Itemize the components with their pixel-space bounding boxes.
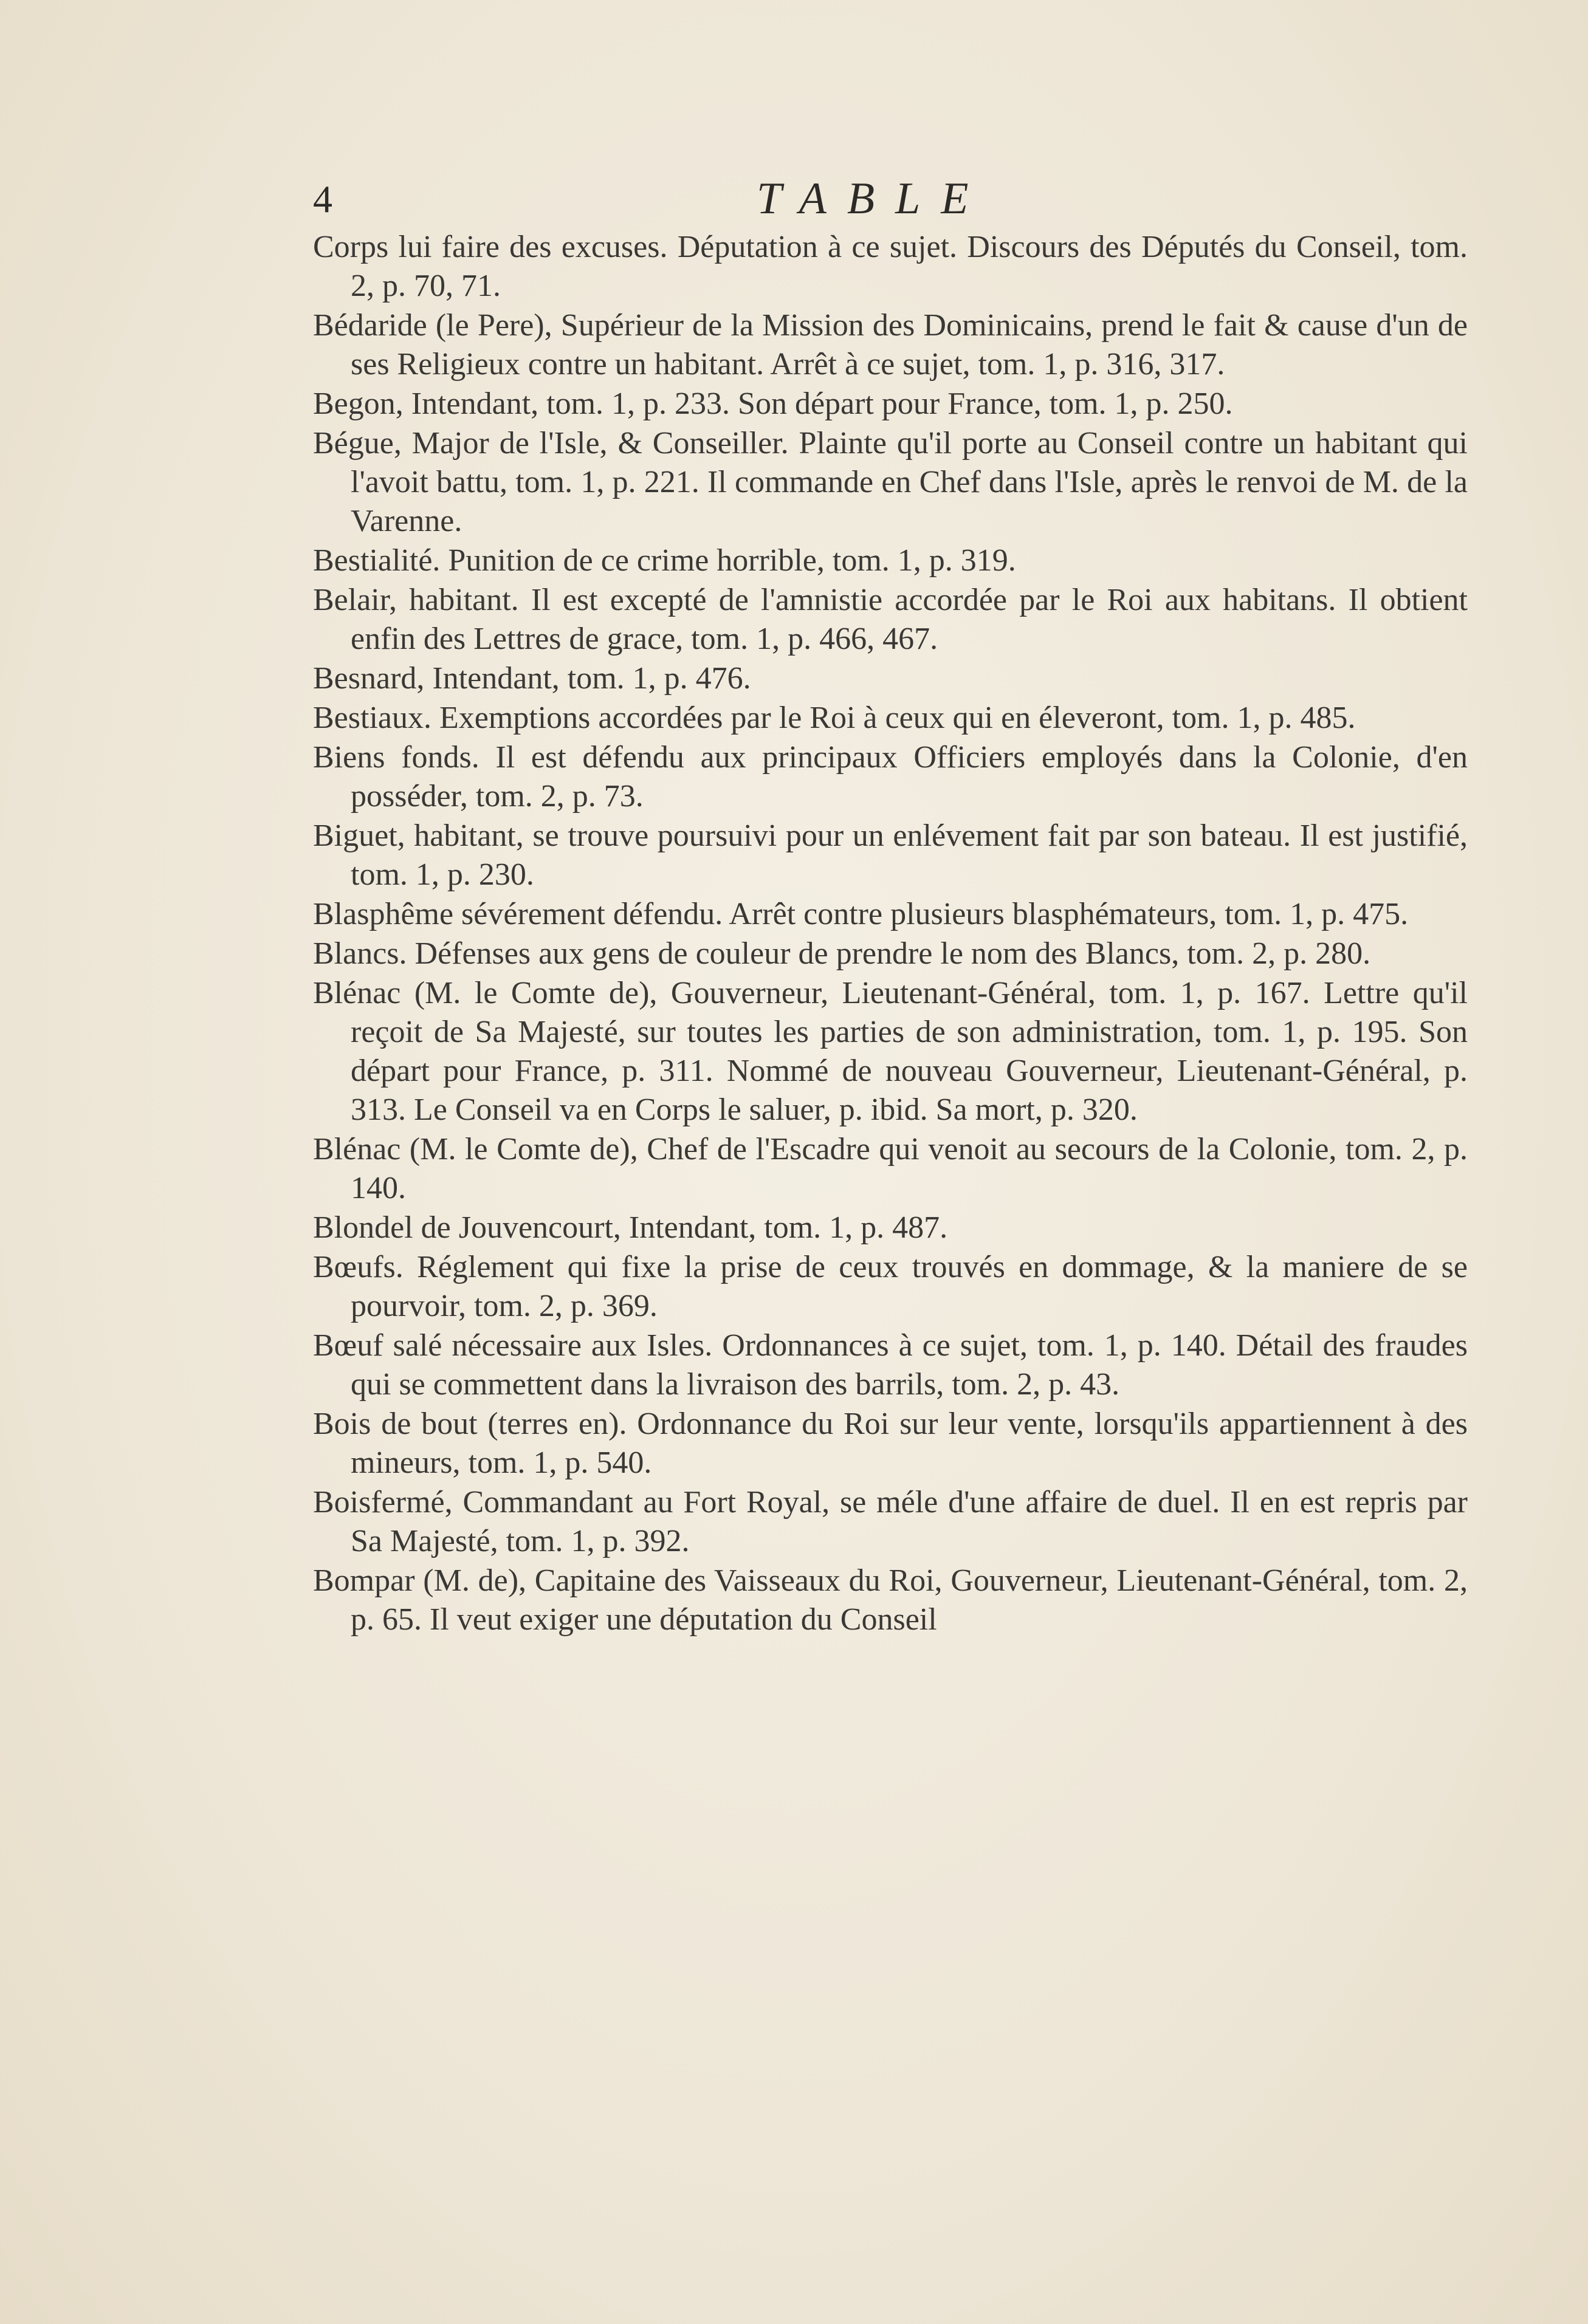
index-entry: Blénac (M. le Comte de), Gouverneur, Lieutenant-Général, tom. 1, p. 167. Lettre qu'il reçoit de Sa Majesté, sur toutes les parties de son administration, tom. 1, p. 195. Son départ pour France, p. 311. Nommé de nouveau Gouverneur, Lieutenant-Général, p. 313. Le Conseil va en Corps le saluer, p. ibid. Sa mort, p. 320. — [313, 976, 1468, 1127]
index-entry: Bégue, Major de l'Isle, & Conseiller. Plainte qu'il porte au Conseil contre un habitant qui l'avoit battu, tom. 1, p. 221. Il commande en Chef dans l'Isle, après le renvoi de M. de la Varenne. — [313, 426, 1468, 538]
index-entry: Blasphême sévérement défendu. Arrêt contre plusieurs blasphémateurs, tom. 1, p. 475. — [313, 897, 1409, 931]
index-entry: Bestialité. Punition de ce crime horrible, tom. 1, p. 319. — [313, 543, 1016, 578]
index-entry: Bœufs. Réglement qui fixe la prise de ceux trouvés en dommage, & la maniere de se pourvoir, tom. 2, p. 369. — [313, 1250, 1468, 1323]
index-entry: Blancs. Défenses aux gens de couleur de prendre le nom des Blancs, tom. 2, p. 280. — [313, 936, 1371, 971]
index-entry: Bois de bout (terres en). Ordonnance du Roi sur leur vente, lorsqu'ils appartiennent à des mineurs, tom. 1, p. 540. — [313, 1407, 1468, 1480]
index-entry: Bompar (M. de), Capitaine des Vaisseaux du Roi, Gouverneur, Lieutenant-Général, tom. 2, p. 65. Il veut exiger une députation du Conseil — [313, 1563, 1468, 1637]
index-entry: Biguet, habitant, se trouve poursuivi pour un enlévement fait par son bateau. Il est justifié, tom. 1, p. 230. — [313, 818, 1468, 892]
running-title: TABLE — [757, 174, 989, 224]
index-entry: Bestiaux. Exemptions accordées par le Roi à ceux qui en éleveront, tom. 1, p. 485. — [313, 701, 1356, 735]
index-entry: Bédaride (le Pere), Supérieur de la Mission des Dominicains, prend le fait & cause d'un de ses Religieux contre un habitant. Arrêt à ce sujet, tom. 1, p. 316, 317. — [313, 308, 1468, 382]
index-entries — [313, 228, 1468, 1640]
index-entry: Begon, Intendant, tom. 1, p. 233. Son départ pour France, tom. 1, p. 250. — [313, 386, 1233, 421]
page-header — [313, 173, 1468, 228]
index-entry: Bœuf salé nécessaire aux Isles. Ordonnances à ce sujet, tom. 1, p. 140. Détail des fraudes qui se commettent dans la livraison des barrils, tom. 2, p. 43. — [313, 1328, 1468, 1402]
index-entry: Corps lui faire des excuses. Députation à ce sujet. Discours des Députés du Conseil, tom. 2, p. 70, 71. — [313, 230, 1468, 303]
index-entry: Biens fonds. Il est défendu aux principaux Officiers employés dans la Colonie, d'en posséder, tom. 2, p. 73. — [313, 740, 1468, 814]
index-entry: Blénac (M. le Comte de), Chef de l'Escadre qui venoit au secours de la Colonie, tom. 2, p. 140. — [313, 1132, 1468, 1205]
index-entry: Besnard, Intendant, tom. 1, p. 476. — [313, 661, 751, 696]
index-entry: Boisfermé, Commandant au Fort Royal, se méle d'une affaire de duel. Il en est repris par Sa Majesté, tom. 1, p. 392. — [313, 1485, 1468, 1558]
index-entry: Belair, habitant. Il est excepté de l'amnistie accordée par le Roi aux habitans. Il obtient enfin des Lettres de grace, tom. 1, p. 466, 467. — [313, 583, 1468, 656]
index-entry: Blondel de Jouvencourt, Intendant, tom. 1, p. 487. — [313, 1210, 948, 1245]
page-number: 4 — [313, 177, 332, 221]
